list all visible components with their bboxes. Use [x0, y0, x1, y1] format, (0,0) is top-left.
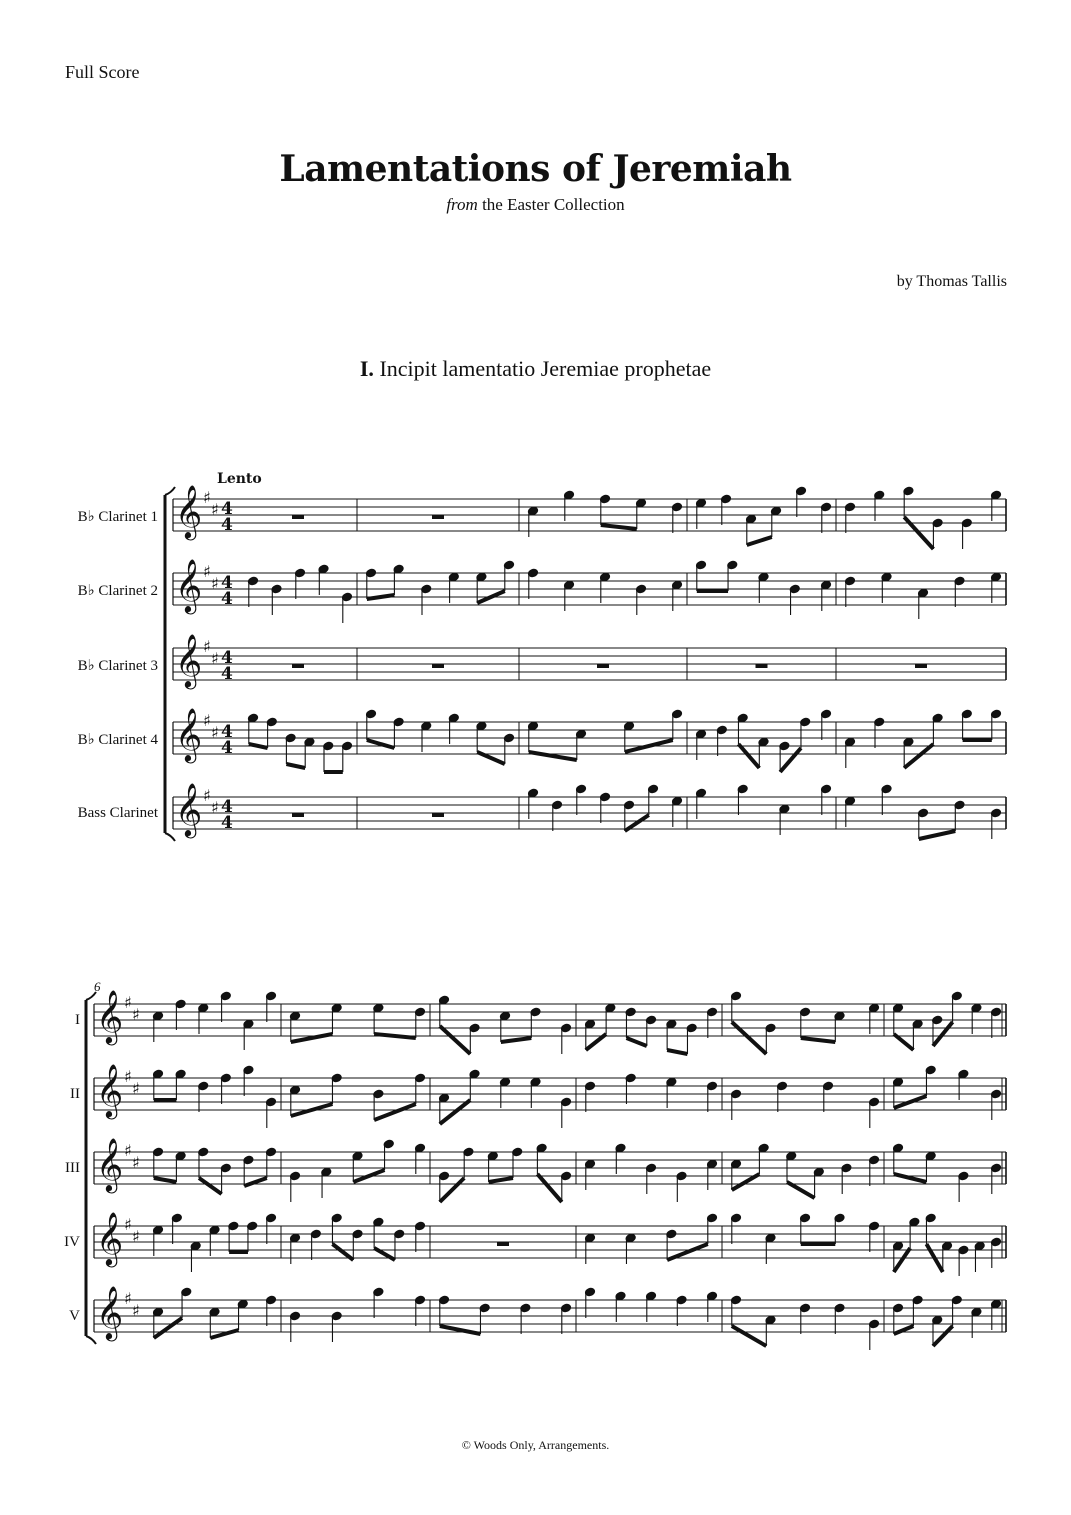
- treble-clef-icon: 𝄞: [175, 558, 203, 612]
- bracket-hook: [165, 487, 175, 495]
- whole-rest: [432, 515, 444, 519]
- note-beam: [440, 1100, 471, 1124]
- instrument-name: B♭ Clarinet 4: [77, 732, 158, 748]
- instrument-name: V: [69, 1308, 80, 1324]
- note-beam: [537, 1174, 561, 1202]
- note-beam: [894, 1326, 914, 1334]
- note-beam: [440, 1178, 464, 1202]
- note-beam: [154, 1318, 182, 1338]
- sharp-icon: ♯: [132, 1079, 140, 1098]
- sharp-icon: ♯: [124, 993, 132, 1012]
- sharp-icon: ♯: [203, 786, 211, 805]
- note-beam: [667, 1050, 687, 1054]
- note-beam: [894, 1248, 910, 1272]
- note-beam: [154, 1178, 177, 1182]
- whole-rest: [432, 664, 444, 668]
- instrument-name: II: [70, 1086, 80, 1102]
- whole-rest: [915, 664, 927, 668]
- subtitle-from: from: [446, 195, 478, 214]
- note-beam: [904, 517, 933, 549]
- sharp-icon: ♯: [132, 1153, 140, 1172]
- sharp-icon: ♯: [211, 649, 219, 668]
- instrument-name: B♭ Clarinet 3: [77, 658, 158, 674]
- note-beam: [919, 831, 956, 839]
- note-beam: [894, 1174, 927, 1182]
- note-beam: [286, 764, 305, 768]
- whole-rest: [292, 515, 304, 519]
- subtitle-collection: the Easter Collection: [477, 195, 625, 214]
- whole-rest: [497, 1242, 509, 1246]
- note-beam: [904, 744, 933, 768]
- treble-clef-icon: 𝄞: [175, 633, 203, 687]
- movement-number: I.: [359, 356, 374, 381]
- bracket-hook: [165, 833, 175, 841]
- note-beam: [249, 744, 268, 748]
- sharp-icon: ♯: [203, 711, 211, 730]
- sharp-icon: ♯: [132, 1005, 140, 1024]
- note-beam: [291, 1034, 333, 1042]
- instrument-name: IV: [64, 1234, 80, 1250]
- time-signature-digit: 4: [221, 738, 233, 758]
- instrument-name: Bass Clarinet: [77, 805, 158, 821]
- time-signature-digit: 4: [221, 515, 233, 535]
- sharp-icon: ♯: [211, 500, 219, 519]
- time-signature-digit: 4: [221, 813, 233, 833]
- sharp-icon: ♯: [211, 723, 219, 742]
- note-beam: [440, 1326, 481, 1334]
- whole-rest: [432, 813, 444, 817]
- note-beam: [367, 595, 395, 599]
- bracket-hook: [86, 992, 96, 1000]
- note-beam: [801, 1038, 836, 1042]
- sharp-icon: ♯: [203, 562, 211, 581]
- sharp-icon: ♯: [211, 798, 219, 817]
- score-label: Full Score: [65, 62, 140, 82]
- treble-clef-icon: 𝄞: [96, 989, 124, 1043]
- tempo-marking: Lento: [217, 471, 262, 487]
- sharp-icon: ♯: [132, 1301, 140, 1320]
- instrument-name: III: [65, 1160, 80, 1176]
- time-signature-digit: 4: [221, 573, 233, 593]
- note-beam: [489, 1178, 513, 1182]
- note-beam: [374, 1104, 416, 1120]
- treble-clef-icon: 𝄞: [96, 1285, 124, 1339]
- time-signature-digit: 4: [221, 797, 233, 817]
- treble-clef-icon: 𝄞: [96, 1137, 124, 1191]
- note-beam: [732, 1326, 767, 1346]
- treble-clef-icon: 𝄞: [175, 484, 203, 538]
- note-beam: [933, 1326, 953, 1346]
- note-beam: [747, 537, 772, 545]
- note-beam: [244, 1178, 267, 1186]
- sharp-icon: ♯: [124, 1289, 132, 1308]
- whole-rest: [597, 664, 609, 668]
- sharp-icon: ♯: [211, 574, 219, 593]
- sharp-icon: ♯: [132, 1227, 140, 1246]
- composer: by Thomas Tallis: [896, 273, 1007, 290]
- note-beam: [601, 525, 637, 529]
- time-signature-digit: 4: [221, 499, 233, 519]
- note-beam: [367, 740, 395, 748]
- instrument-name: I: [75, 1012, 80, 1028]
- measure-number: 6: [94, 979, 101, 994]
- note-beam: [626, 1038, 646, 1046]
- note-beam: [501, 1038, 532, 1042]
- note-beam: [738, 744, 759, 768]
- note-beam: [374, 1034, 416, 1038]
- treble-clef-icon: 𝄞: [96, 1063, 124, 1117]
- note-beam: [732, 1022, 767, 1054]
- note-beam: [210, 1330, 238, 1338]
- sharp-icon: ♯: [203, 488, 211, 507]
- treble-clef-icon: 𝄞: [175, 782, 203, 836]
- movement-name: Incipit lamentatio Jeremiae prophetae: [373, 356, 712, 381]
- treble-clef-icon: 𝄞: [175, 707, 203, 761]
- page-title: Lamentations of Jeremiah: [279, 148, 792, 190]
- treble-clef-icon: 𝄞: [96, 1211, 124, 1265]
- note-beam: [199, 1178, 222, 1194]
- whole-rest: [756, 664, 768, 668]
- note-beam: [780, 748, 801, 772]
- sharp-icon: ♯: [124, 1141, 132, 1160]
- time-signature-digit: 4: [221, 589, 233, 609]
- note-beam: [440, 1026, 471, 1054]
- time-signature-digit: 4: [221, 722, 233, 742]
- sharp-icon: ♯: [203, 637, 211, 656]
- note-beam: [529, 752, 577, 760]
- time-signature-digit: 4: [221, 664, 233, 684]
- time-signature-digit: 4: [221, 648, 233, 668]
- instrument-name: B♭ Clarinet 1: [77, 509, 158, 525]
- sharp-icon: ♯: [124, 1067, 132, 1086]
- sharp-icon: ♯: [124, 1215, 132, 1234]
- note-beam: [933, 1022, 953, 1046]
- copyright: © Woods Only, Arrangements.: [461, 1438, 610, 1452]
- instrument-name: B♭ Clarinet 2: [77, 583, 158, 599]
- bracket-hook: [86, 1336, 96, 1344]
- whole-rest: [292, 664, 304, 668]
- whole-rest: [292, 813, 304, 817]
